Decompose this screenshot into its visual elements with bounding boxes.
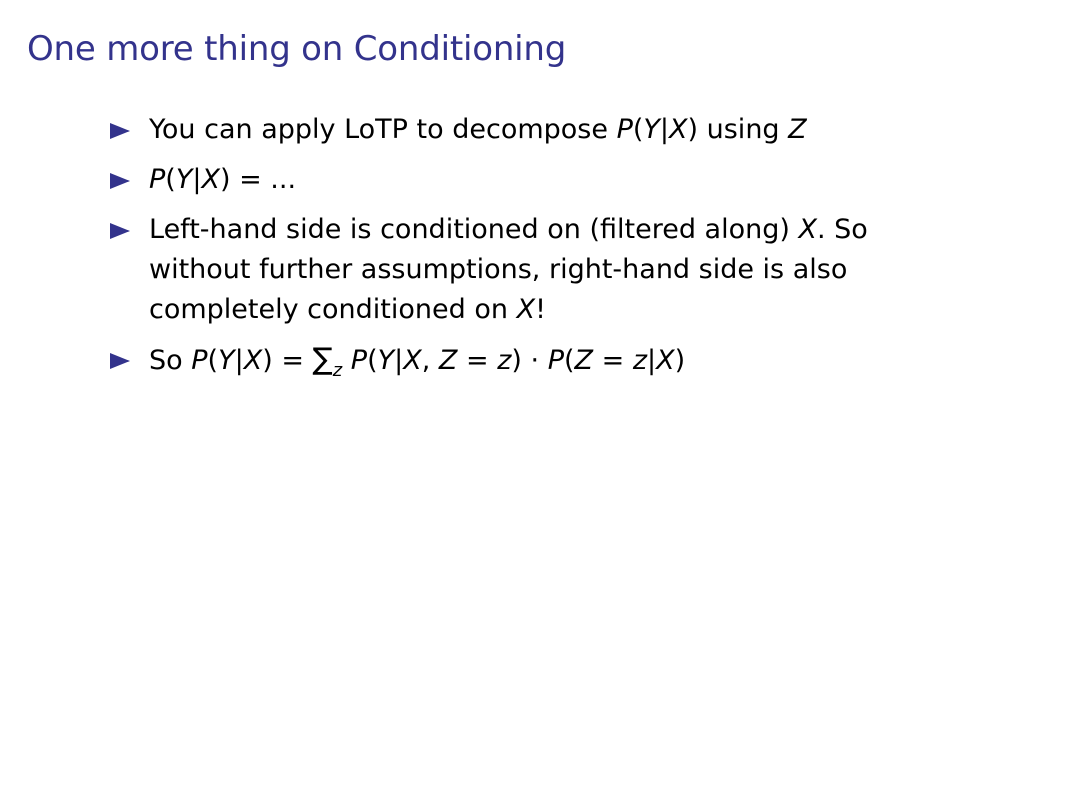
bullet-item [110,340,930,391]
bullet-text: So $P(Y|X) = \sum_z$ P(Y|X, Z = z) · P(Z = z|X) [149,342,686,381]
bullet-item [110,110,930,150]
bullet-item [110,160,930,200]
triangle-right-icon [110,223,130,239]
bullet-text: P(Y|X) = ... [149,164,297,195]
triangle-right-icon [110,353,130,369]
bullet-text: Left-hand side is conditioned on (filtered along) X. So without further assumptions, right-hand side is also completely conditioned on X! [149,214,868,325]
bullet-list [110,110,930,401]
bullet-text: You can apply LoTP to decompose P(Y|X) using Z [149,114,807,145]
triangle-right-icon [110,123,130,139]
triangle-right-icon [110,173,130,189]
slide-title: One more thing on Conditioning [27,29,567,69]
bullet-item [110,210,930,330]
